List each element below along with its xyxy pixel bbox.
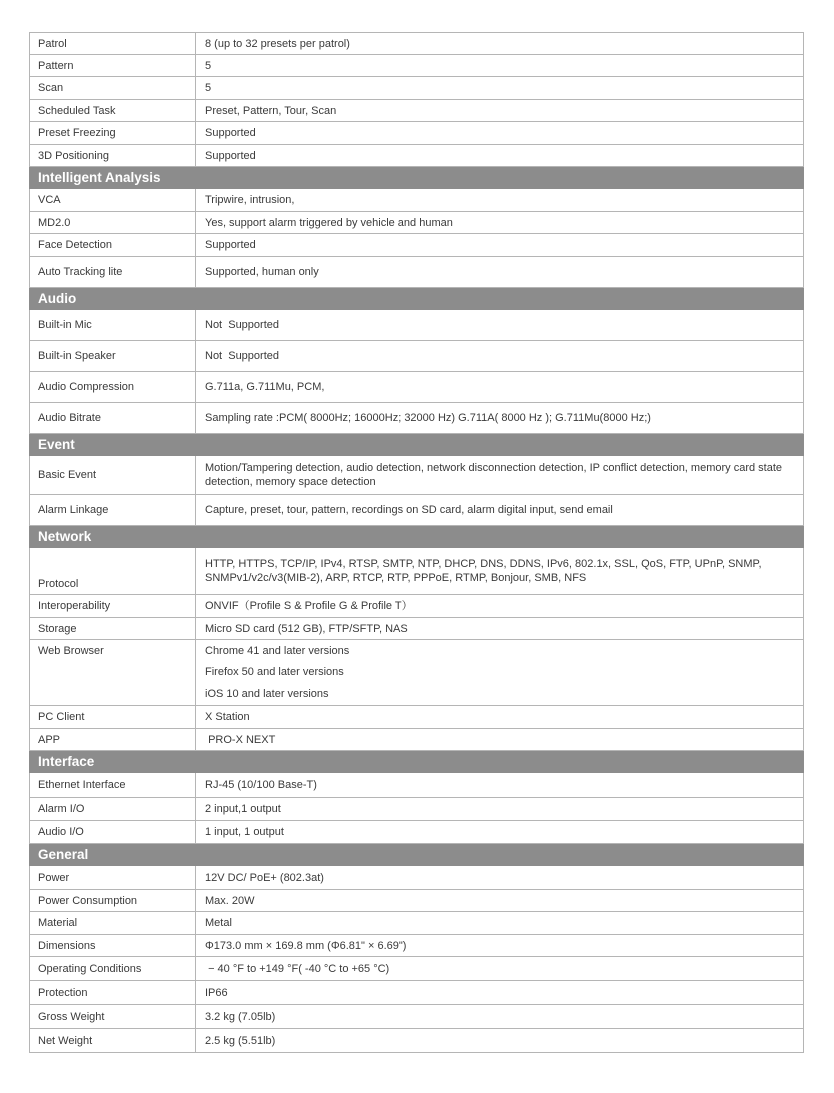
spec-label	[30, 122, 196, 144]
spec-label-text: Built-in Mic	[38, 319, 92, 331]
spec-label-text: Power Consumption	[38, 894, 138, 907]
spec-value	[196, 456, 803, 494]
spec-value	[196, 957, 803, 980]
spec-value	[196, 372, 803, 402]
spec-row-audio-compression	[29, 372, 804, 403]
section-header-audio: Audio	[29, 288, 804, 310]
spec-value	[196, 234, 803, 256]
spec-label-text: Protection	[38, 986, 88, 999]
spec-row-basic-event	[29, 456, 804, 495]
spec-label	[30, 935, 196, 956]
spec-label-text: Built-in Speaker	[38, 350, 116, 362]
spec-label-text: Power	[38, 871, 70, 884]
spec-row-protocol	[29, 548, 804, 595]
spec-value-text: iOS 10 and later versions	[205, 688, 329, 701]
spec-row-dimensions	[29, 935, 804, 957]
spec-value-text: 3.2 kg (7.05lb)	[205, 1010, 276, 1023]
spec-value-text: Preset, Pattern, Tour, Scan	[205, 104, 337, 117]
spec-row-protection	[29, 981, 804, 1005]
spec-label	[30, 33, 196, 54]
spec-row-built-in-speaker	[29, 341, 804, 372]
spec-label-text: APP	[38, 733, 61, 746]
spec-value-text: Supported	[205, 127, 256, 139]
spec-row-built-in-mic	[29, 310, 804, 341]
spec-row-md2-0	[29, 212, 804, 234]
spec-value	[196, 1029, 803, 1052]
spec-value	[196, 595, 803, 617]
spec-value-text: Chrome 41 and later versions	[205, 644, 350, 657]
spec-label	[30, 729, 196, 750]
spec-value	[196, 866, 803, 889]
section-header-network: Network	[29, 526, 804, 548]
spec-row-audio-bitrate	[29, 403, 804, 434]
spec-value	[196, 341, 803, 371]
spec-value-text: X Station	[205, 711, 250, 723]
spec-label	[30, 706, 196, 728]
section-header-intelligent-analysis: Intelligent Analysis	[29, 167, 804, 189]
spec-value-text: PRO-X NEXT	[205, 733, 276, 746]
spec-label	[30, 548, 196, 594]
spec-label	[30, 189, 196, 211]
spec-value-text: 12V DC/ PoE+ (802.3at)	[205, 871, 324, 884]
spec-label	[30, 234, 196, 256]
section-header-interface: Interface	[29, 751, 804, 773]
spec-value-text: Max. 20W	[205, 894, 255, 907]
spec-label-text: Pattern	[38, 59, 74, 72]
spec-label	[30, 495, 196, 525]
spec-row-face-detection	[29, 234, 804, 257]
spec-label	[30, 618, 196, 639]
spec-value-text: 8 (up to 32 presets per patrol)	[205, 37, 350, 50]
spec-label-text: Protocol	[38, 578, 79, 590]
spec-label-text: Web Browser	[38, 645, 104, 657]
spec-value	[196, 33, 803, 54]
spec-value	[196, 122, 803, 144]
spec-label-text: Operating Conditions	[38, 962, 142, 975]
spec-value	[196, 890, 803, 911]
spec-row-ethernet-interface	[29, 773, 804, 798]
spec-label	[30, 595, 196, 617]
spec-value-text: Not Supported	[205, 319, 279, 331]
spec-value-text: 2 input,1 output	[205, 803, 281, 815]
spec-label-text: Scan	[38, 82, 64, 94]
spec-label-text: Patrol	[38, 37, 67, 50]
spec-value	[196, 981, 803, 1004]
spec-label	[30, 341, 196, 371]
spec-value-text: Yes, support alarm triggered by vehicle and human	[205, 216, 453, 229]
spec-value-text: G.711a, G.711Mu, PCM,	[205, 381, 325, 393]
spec-value-text: Capture, preset, tour, pattern, recordings on SD card, alarm digital input, send email	[205, 504, 613, 516]
spec-value	[196, 706, 803, 728]
spec-value	[196, 935, 803, 956]
spec-value-text: Not Supported	[205, 350, 279, 362]
spec-value	[196, 77, 803, 99]
spec-row-audio-i-o	[29, 821, 804, 844]
spec-label	[30, 310, 196, 340]
section-header-event: Event	[29, 434, 804, 456]
spec-label-text: Net Weight	[38, 1034, 93, 1047]
spec-table	[29, 32, 804, 1053]
spec-label-text: MD2.0	[38, 216, 71, 229]
spec-label-text: Dimensions	[38, 939, 96, 952]
spec-label	[30, 773, 196, 797]
spec-value-text: 2.5 kg (5.51lb)	[205, 1034, 276, 1047]
spec-label-text: Preset Freezing	[38, 127, 116, 139]
spec-row-interoperability	[29, 595, 804, 618]
spec-value-text: Motion/Tampering detection, audio detection, network disconnection detection, IP conflict detection, memory card state detection, memory space detection	[205, 462, 786, 488]
spec-label-text: Alarm Linkage	[38, 504, 109, 516]
spec-value	[196, 1005, 803, 1028]
spec-value-text: 5	[205, 59, 212, 72]
spec-row-auto-tracking-lite	[29, 257, 804, 288]
spec-label	[30, 212, 196, 233]
spec-label-text: Audio Bitrate	[38, 412, 101, 424]
spec-value-text: Sampling rate :PCM( 8000Hz; 16000Hz; 32000 Hz) G.711A( 8000 Hz ); G.711Mu(8000 Hz;)	[205, 412, 651, 424]
spec-label	[30, 1005, 196, 1028]
spec-value	[196, 257, 803, 287]
spec-value	[196, 773, 803, 797]
spec-row-app	[29, 729, 804, 751]
spec-label	[30, 403, 196, 433]
spec-value	[196, 100, 803, 121]
spec-row-material	[29, 912, 804, 935]
spec-label-text: Ethernet Interface	[38, 779, 126, 791]
spec-value	[196, 798, 803, 820]
spec-label	[30, 257, 196, 287]
spec-label	[30, 640, 196, 705]
spec-label-text: Storage	[38, 622, 77, 635]
spec-row-scan	[29, 77, 804, 100]
spec-value-text: Metal	[205, 917, 232, 929]
spec-row-web-browser	[29, 640, 804, 706]
spec-value-text: Firefox 50 and later versions	[205, 666, 344, 679]
spec-row-gross-weight	[29, 1005, 804, 1029]
spec-value-text: Φ173.0 mm × 169.8 mm (Φ6.81" × 6.69")	[205, 939, 407, 952]
spec-label	[30, 890, 196, 911]
spec-label	[30, 55, 196, 76]
spec-row-operating-conditions	[29, 957, 804, 981]
spec-row-power-consumption	[29, 890, 804, 912]
spec-value	[196, 548, 803, 594]
spec-label-text: 3D Positioning	[38, 149, 109, 162]
spec-value	[196, 55, 803, 76]
spec-label	[30, 372, 196, 402]
spec-value-text: 1 input, 1 output	[205, 826, 284, 838]
spec-row-patrol	[29, 32, 804, 55]
spec-value	[196, 403, 803, 433]
spec-value-text: ONVIF（Profile S & Profile G & Profile T）	[205, 600, 413, 612]
spec-row-alarm-linkage	[29, 495, 804, 526]
spec-value-text: Supported	[205, 149, 256, 162]
spec-value	[196, 618, 803, 639]
spec-value-text: Tripwire, intrusion,	[205, 194, 295, 206]
spec-label-text: Audio Compression	[38, 381, 134, 393]
spec-label	[30, 912, 196, 934]
spec-value	[196, 189, 803, 211]
spec-label-text: Basic Event	[38, 469, 97, 481]
spec-label	[30, 821, 196, 843]
spec-value-text: 5	[205, 82, 212, 94]
spec-value-text: RJ-45 (10/100 Base-T)	[205, 779, 317, 791]
spec-row-net-weight	[29, 1029, 804, 1053]
spec-label	[30, 1029, 196, 1052]
spec-row-power	[29, 866, 804, 890]
spec-value	[196, 640, 803, 705]
spec-row-vca	[29, 189, 804, 212]
spec-label	[30, 866, 196, 889]
section-header-general: General	[29, 844, 804, 866]
spec-value	[196, 145, 803, 166]
spec-value-text: HTTP, HTTPS, TCP/IP, IPv4, RTSP, SMTP, NTP, DHCP, DNS, DDNS, IPv6, 802.1x, SSL, QoS, FTP, UPnP, SNMP, SNMPv1/v2c/v3(MIB-2), ARP, RTCP, RTP, PPPoE, RTMP, Bonjour, SMB, NFS	[205, 558, 765, 584]
spec-label-text: Material	[38, 917, 78, 929]
spec-value-text: IP66	[205, 986, 228, 999]
spec-row-3d-positioning	[29, 145, 804, 167]
spec-value	[196, 821, 803, 843]
spec-label-text: Interoperability	[38, 600, 111, 612]
spec-value	[196, 310, 803, 340]
spec-label	[30, 981, 196, 1004]
spec-label-text: Scheduled Task	[38, 104, 116, 117]
spec-label-text: Alarm I/O	[38, 803, 85, 815]
spec-label	[30, 957, 196, 980]
spec-row-storage	[29, 618, 804, 640]
spec-label	[30, 100, 196, 121]
spec-row-scheduled-task	[29, 100, 804, 122]
spec-value-text: Supported, human only	[205, 266, 319, 278]
spec-value	[196, 212, 803, 233]
spec-value-text: Micro SD card (512 GB), FTP/SFTP, NAS	[205, 622, 408, 635]
spec-value-text: − 40 °F to +149 °F( -40 °C to +65 °C)	[205, 962, 390, 975]
spec-label-text: PC Client	[38, 711, 85, 723]
spec-label-text: Gross Weight	[38, 1010, 105, 1023]
spec-row-alarm-i-o	[29, 798, 804, 821]
spec-value	[196, 495, 803, 525]
spec-value	[196, 729, 803, 750]
spec-row-pc-client	[29, 706, 804, 729]
spec-label	[30, 77, 196, 99]
spec-label-text: Face Detection	[38, 239, 112, 251]
spec-label	[30, 456, 196, 494]
spec-value-text: Supported	[205, 239, 256, 251]
spec-row-preset-freezing	[29, 122, 804, 145]
spec-label	[30, 145, 196, 166]
spec-label-text: Auto Tracking lite	[38, 266, 123, 278]
spec-value	[196, 912, 803, 934]
spec-label	[30, 798, 196, 820]
spec-row-pattern	[29, 55, 804, 77]
spec-label-text: VCA	[38, 194, 61, 206]
spec-label-text: Audio I/O	[38, 826, 84, 838]
